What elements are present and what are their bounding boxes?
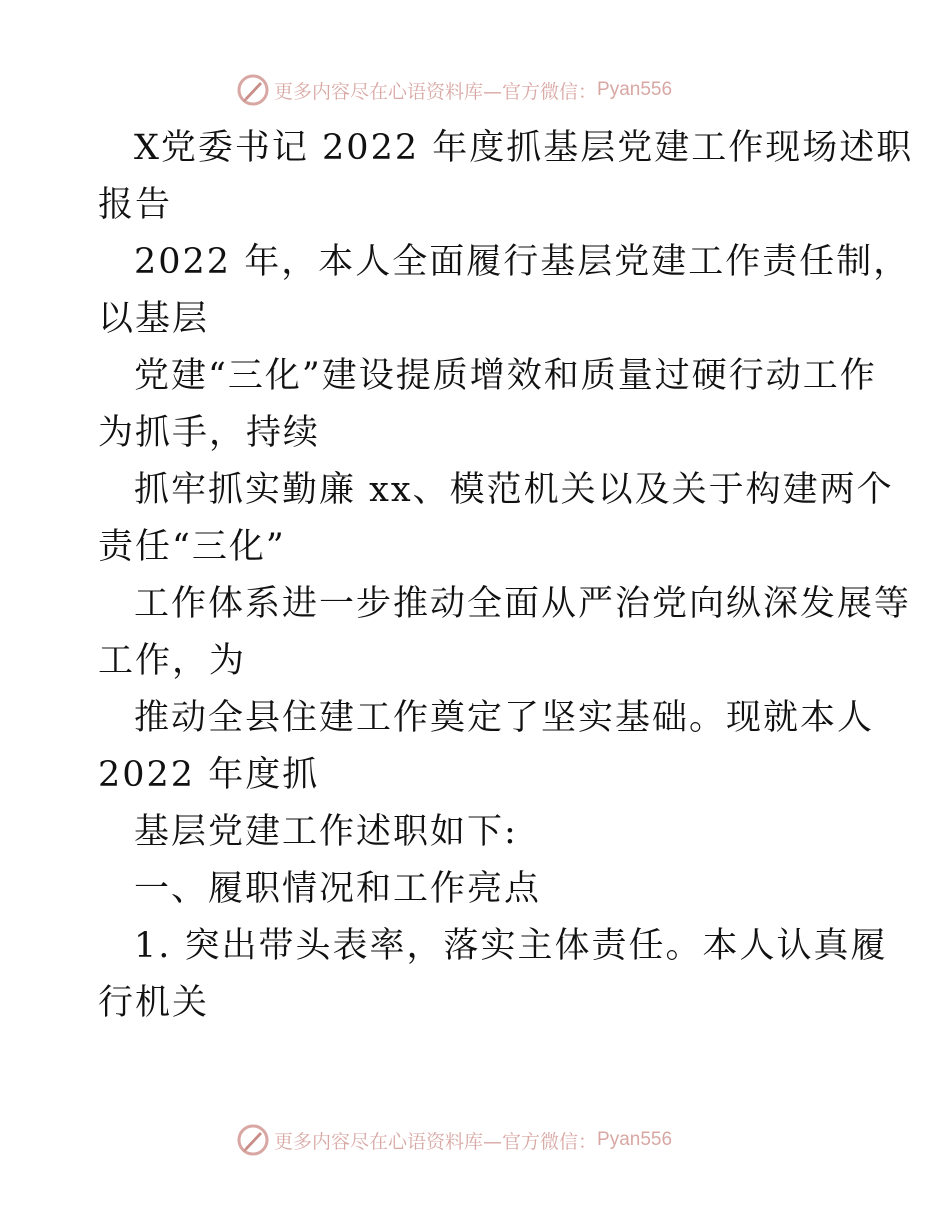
quill-logo-icon (236, 73, 270, 107)
paragraph-line: 党建“三化”建设提质增效和质量过硬行动工作 (134, 356, 877, 396)
paragraph-line: 以基层 (98, 299, 210, 339)
watermark-handle: Pyan556 (597, 79, 673, 100)
paragraph-line: 基层党建工作述职如下: (134, 812, 518, 852)
watermark-text: 更多内容尽在心语资料库—官方微信： (274, 80, 598, 103)
paragraph-line: 推动全县住建工作奠定了坚实基础。现就本人 (134, 698, 875, 738)
paragraph-line: 抓牢抓实勤廉 xx、模范机关以及关于构建两个 (134, 470, 894, 510)
paragraph-line: 2022 年度抓 (98, 755, 320, 795)
watermark-handle: Pyan556 (597, 1129, 673, 1150)
title-line-2: 报告 (98, 185, 173, 225)
watermark-footer (236, 1122, 672, 1158)
paragraph-line: 2022 年，本人全面履行基层党建工作责任制， (134, 242, 911, 282)
paragraph-line: 工作，为 (98, 641, 247, 681)
paragraph-line: 工作体系进一步推动全面从严治党向纵深发展等 (134, 584, 912, 624)
title-line-1: X党委书记 2022 年度抓基层党建工作现场述职 (134, 128, 914, 168)
paragraph-line: 行机关 (98, 983, 210, 1023)
watermark-text: 更多内容尽在心语资料库—官方微信： (274, 1130, 598, 1153)
paragraph-line: 1. 突出带头表率，落实主体责任。本人认真履 (134, 926, 888, 966)
paragraph-line: 责任“三化” (98, 527, 286, 567)
paragraph-line: 为抓手，持续 (98, 413, 321, 453)
watermark-header (236, 72, 672, 108)
section-heading: 一、履职情况和工作亮点 (134, 869, 542, 909)
quill-logo-icon (236, 1123, 270, 1157)
